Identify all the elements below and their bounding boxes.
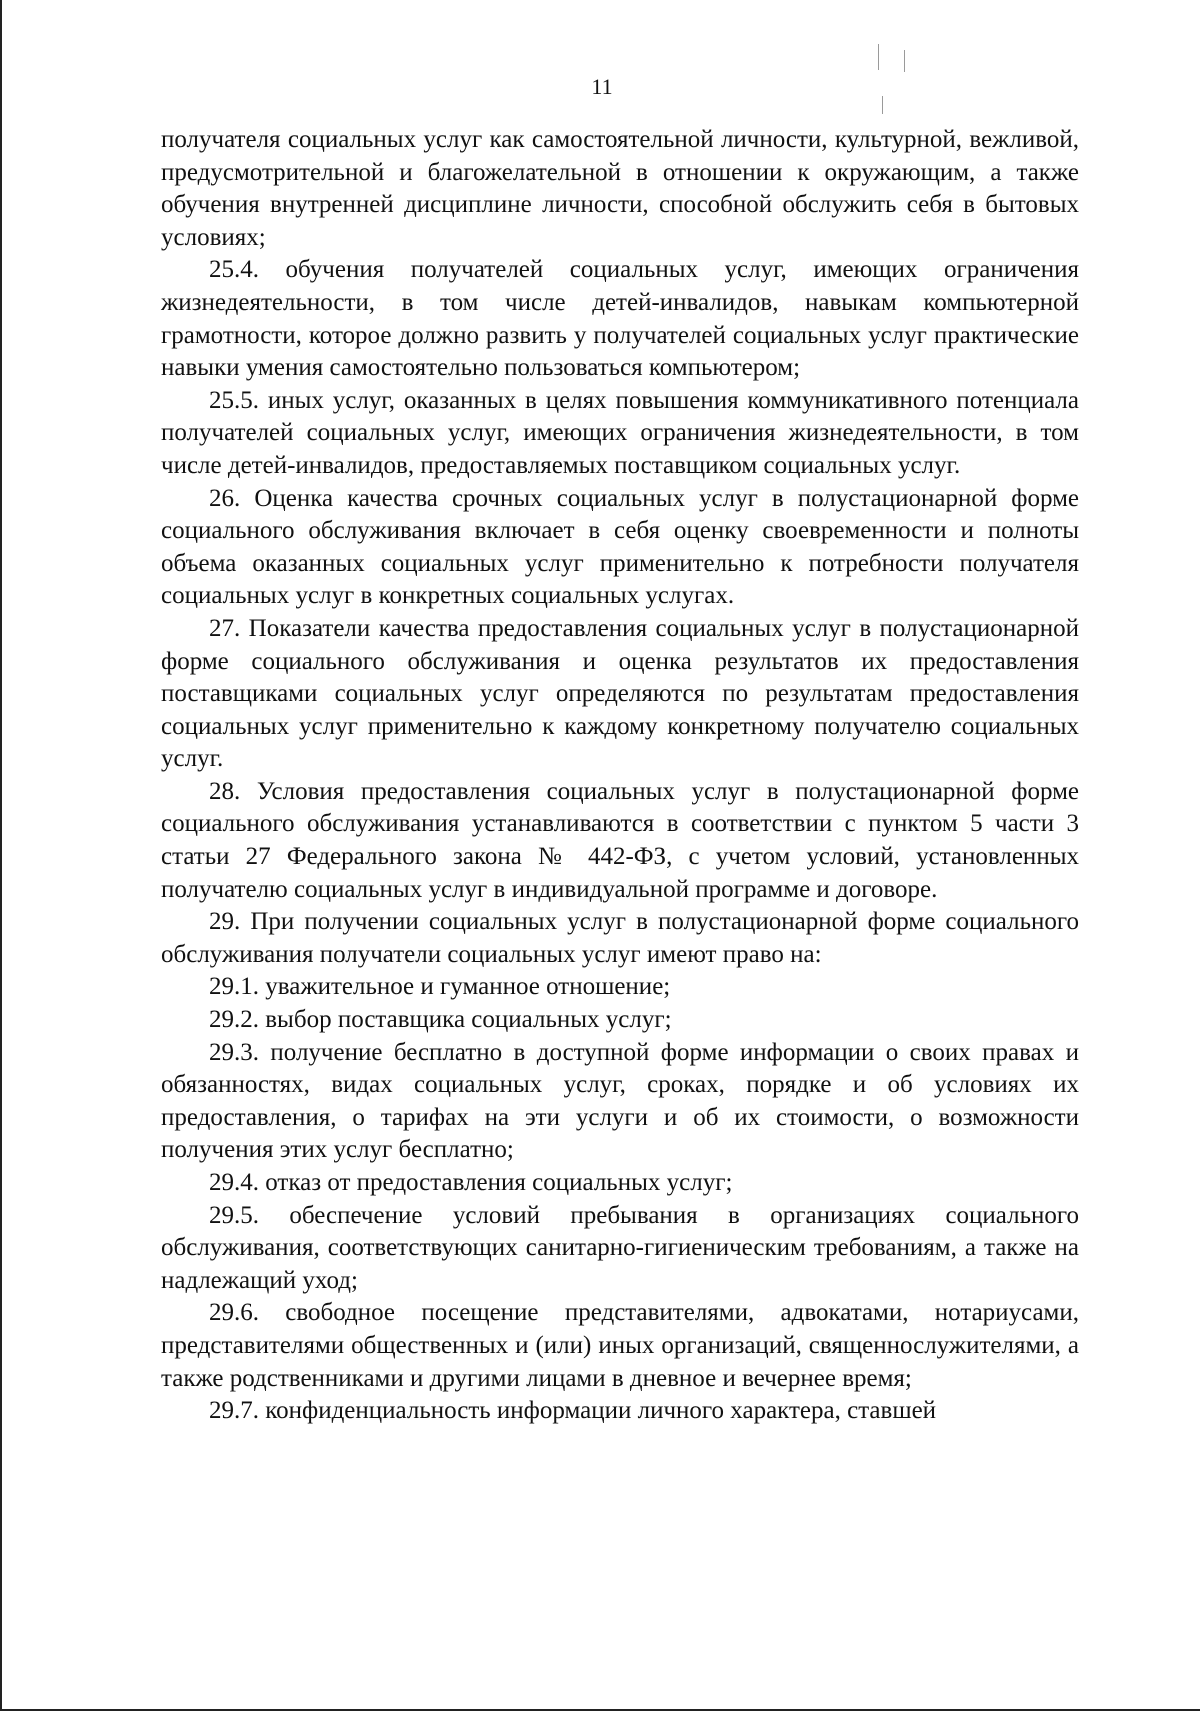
paragraph-29-5: 29.5. обеспечение условий пребывания в организациях социального обслуживания, соответствующих санитарно-гигиеническим требованиям, а также на надлежащий уход; — [161, 1201, 1079, 1294]
paragraph-27: 27. Показатели качества предоставления социальных услуг в полустационарной форме социального обслуживания и оценка результатов их предоставления поставщиками социальных услуг определяются по результатам предоставления социальных услуг применительно к каждому конкретному получателю социальных услуг. — [161, 614, 1079, 773]
scan-artifact — [904, 50, 905, 72]
paragraph-29-4: 29.4. отказ от предоставления социальных услуг; — [209, 1169, 733, 1196]
paragraph-29-7: 29.7. конфиденциальность информации личного характера, ставшей — [209, 1397, 937, 1425]
scan-artifact — [882, 96, 883, 114]
paragraph-29-2: 29.2. выбор поставщика социальных услуг; — [209, 1006, 672, 1034]
paragraph-29-6: 29.6. свободное посещение представителями, адвокатами, нотариусами, представителями общественных и (или) иных организаций, священнослужителями, а также родственниками и другими лицами в дневное и вечернее время; — [161, 1299, 1079, 1392]
paragraph-25-4: 25.4. обучения получателей социальных услуг, имеющих ограничения жизнедеятельности, в том числе детей-инвалидов, навыкам компьютерной грамотности, которое должно развить у получателей социальных услуг практические навыки умения самостоятельно пользоваться компьютером; — [161, 256, 1079, 382]
paragraph-29: 29. При получении социальных услуг в полустационарной форме социального обслуживания получатели социальных услуг имеют право на: — [161, 908, 1079, 968]
paragraph-26: 26. Оценка качества срочных социальных услуг в полустационарной форме социального обслуживания включает в себя оценку своевременности и полноты объема оказанных социальных услуг применительно к потребности получателя социальных услуг в конкретных социальных услугах. — [161, 484, 1079, 610]
paragraph-25-5: 25.5. иных услуг, оказанных в целях повышения коммуникативного потенциала получателей социальных услуг, имеющих ограничения жизнедеятельности, в том числе детей-инвалидов, предоставляемых поставщиком социальных услуг. — [161, 386, 1079, 479]
page-number: 11 — [591, 74, 613, 99]
paragraph-29-1: 29.1. уважительное и гуманное отношение; — [209, 973, 671, 1001]
paragraph-29-3: 29.3. получение бесплатно в доступной форме информации о своих правах и обязанностях, видах социальных услуг, сроках, порядке и об условиях их предоставления, о тарифах на эти услуги и об их стоимости, о возможности получения этих услуг бесплатно; — [161, 1038, 1079, 1164]
paragraph-28: 28. Условия предоставления социальных услуг в полустационарной форме социального обслуживания устанавливаются в соответствии с пунктом 5 части 3 статьи 27 Федерального закона № 442-ФЗ, с учетом условий, установленных получателю социальных услуг в индивидуальной программе и договоре. — [161, 777, 1079, 903]
scan-artifact — [878, 44, 879, 70]
document-body — [161, 124, 1079, 1428]
paragraph-continuation: получателя социальных услуг как самостоятельной личности, культурной, вежливой, предусмотрительной и благожелательной в отношении к окружающим, а также обучения внутренней дисциплине личности, способной обслужить себя в бытовых условиях; — [161, 126, 1079, 251]
